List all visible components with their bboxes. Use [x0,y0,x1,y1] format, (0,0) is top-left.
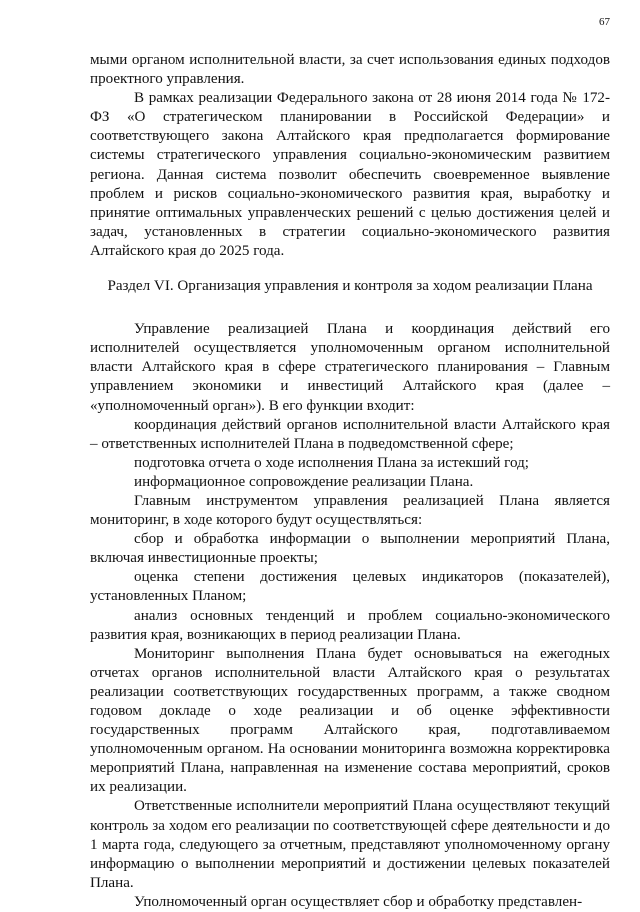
document-body [90,51,610,912]
paragraph: В рамках реализации Федерального закона от 28 июня 2014 года № 172-ФЗ «О стратегическом планировании в Российской Федерации» и соответствующего закона Алтайского края предполагается формирование системы стратегического управления социально-экономическим развитием региона. Данная система позволит обеспечить своевременное выявление проблем и рисков социально-экономического развития края, выработку и принятие оптимальных управленческих решений с целью достижения целей и задач, установленных в стратегии социально-экономического развития Алтайского края до 2025 года. [90,90,610,259]
paragraph: Управление реализацией Плана и координация действий его исполнителей осуществляется уполномоченным органом исполнительной власти Алтайского края в сфере стратегического планирования – Главным управлением экономики и инвестиций Алтайского края (далее – «уполномоченный орган»). В его функции входит: [90,321,610,414]
list-item: координация действий органов исполнительной власти Алтайского края – ответственных исполнителей Плана в подведомственной сфере; [90,416,610,452]
page-number: 67 [599,16,610,28]
paragraph: Мониторинг выполнения Плана будет основываться на ежегодных отчетах органов исполнительной власти Алтайского края о результатах реализации соответствующих государственных программ, а также сводном годовом докладе о ходе реализации и об оценке эффективности государственных программ Алтайского края, подготавливаемом уполномоченным органом. На основании мониторинга возможна корректировка мероприятий Плана, направленная на изменение состава мероприятий, сроков их реализации. [90,645,610,796]
list-item: сбор и обработка информации о выполнении мероприятий Плана, включая инвестиционные проекты; [90,531,610,567]
paragraph: Главным инструментом управления реализацией Плана является мониторинг, в ходе которого будут осуществляться: [90,492,610,529]
section-title: Раздел VI. Организация управления и контроля за ходом реализации Плана [107,278,593,295]
paragraph: Уполномоченный орган осуществляет сбор и обработку представлен- [134,893,583,910]
paragraph: мыми органом исполнительной власти, за счет использования единых подходов проектного управления. [90,52,610,88]
list-item: анализ основных тенденций и проблем социально-экономического развития края, возникающих в период реализации Плана. [90,607,610,643]
list-item: информационное сопровождение реализации Плана. [134,473,474,490]
list-item: подготовка отчета о ходе исполнения Плана за истекший год; [134,454,529,471]
list-item: оценка степени достижения целевых индикаторов (показателей), установленных Планом; [90,569,610,605]
paragraph: Ответственные исполнители мероприятий Плана осуществляют текущий контроль за ходом его реализации по соответствующей сфере деятельности и до 1 марта года, следующего за отчетным, представляют уполномоченному органу информацию о выполнении мероприятий и достижении целевых показателей Плана. [90,798,610,891]
